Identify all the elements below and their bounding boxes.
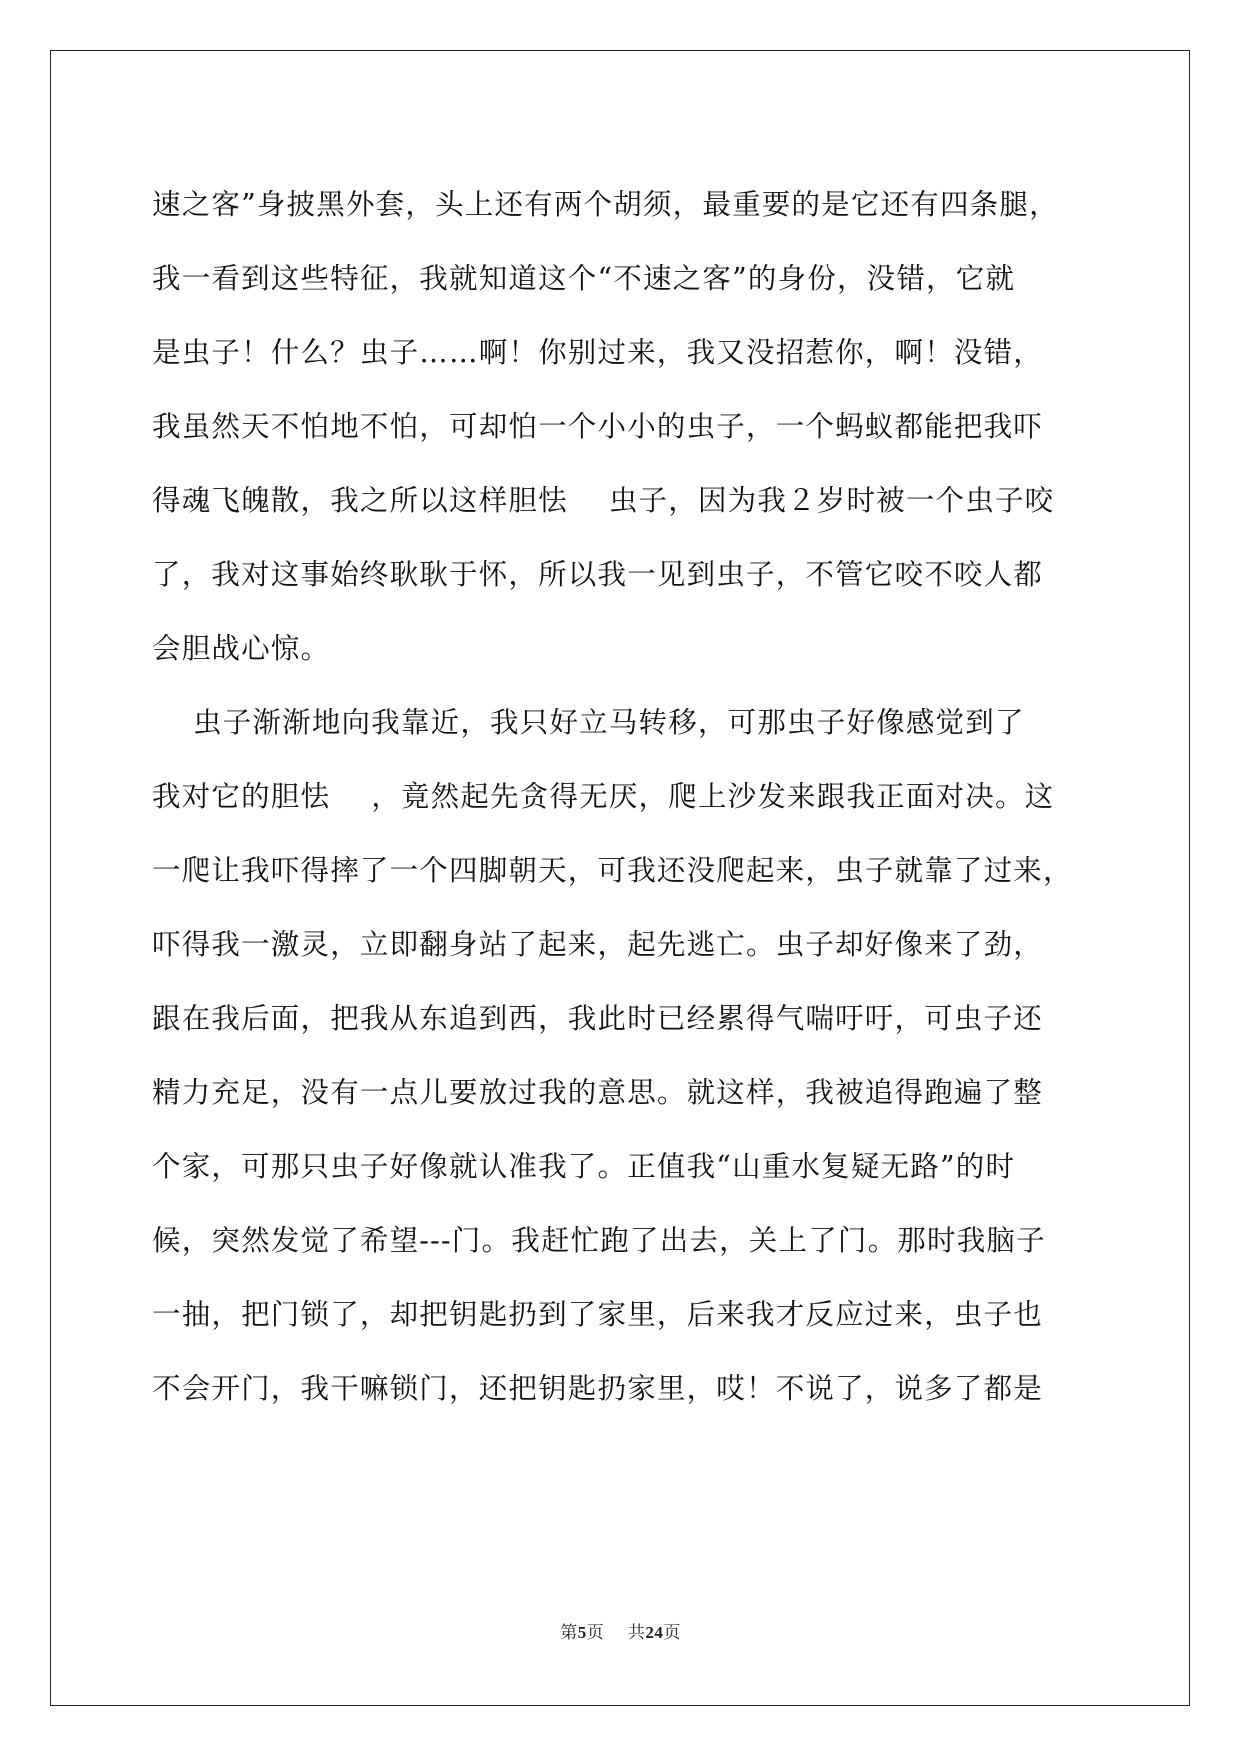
text-line: 虫子渐渐地向我靠近，我只好立马转移，可那虫子好像感觉到了	[152, 706, 1025, 739]
footer-prefix: 第	[560, 1623, 578, 1643]
text-line: 是虫子！什么？虫子……啊！你别过来，我又没招惹你，啊！没错，	[152, 336, 1044, 369]
text-line: 候，突然发觉了希望---门。我赶忙跑了出去，关上了门。那时我脑子	[152, 1224, 1046, 1257]
page-number: 5	[577, 1623, 587, 1642]
text-line: 速之客”身披黑外套，头上还有两个胡须，最重要的是它还有四条腿，	[152, 188, 1059, 221]
footer-total-prefix: 共	[627, 1623, 646, 1643]
text-line: 一抽，把门锁了，却把钥匙扔到了家里，后来我才反应过来，虫子也	[152, 1298, 1044, 1331]
text-line: 吓得我一激灵，立即翻身站了起来，起先逃亡。虫子却好像来了劲，	[152, 928, 1044, 961]
text-line: 了，我对这事始终耿耿于怀，所以我一见到虫子，不管它咬不咬人都	[152, 558, 1044, 591]
page-footer	[0, 1618, 1241, 1643]
document-body	[152, 168, 1100, 1426]
footer-page-suffix: 页	[586, 1623, 605, 1643]
text-line: 我一看到这些特征，我就知道这个“不速之客”的身份，没错，它就	[152, 262, 1016, 295]
total-pages: 24	[645, 1623, 664, 1642]
text-line: 个家，可那只虫子好像就认准我了。正值我“山重水复疑无路”的时	[152, 1150, 1016, 1183]
text-line: 精力充足，没有一点儿要放过我的意思。就这样，我被追得跑遍了整	[152, 1076, 1044, 1109]
text-line: 不会开门，我干嘛锁门，还把钥匙扔家里，哎！不说了，说多了都是	[152, 1372, 1044, 1405]
text-line: 得魂飞魄散，我之所以这样胆怯 虫子，因为我２岁时被一个虫子咬	[152, 484, 1055, 517]
text-line: 我虽然天不怕地不怕，可却怕一个小小的虫子，一个蚂蚁都能把我吓	[152, 410, 1044, 443]
footer-total-suffix: 页	[663, 1623, 681, 1643]
text-line: 我对它的胆怯 ，竟然起先贪得无厌，爬上沙发来跟我正面对决。这	[152, 780, 1055, 813]
text-line: 一爬让我吓得摔了一个四脚朝天，可我还没爬起来，虫子就靠了过来，	[152, 854, 1073, 887]
text-line: 会胆战心惊。	[152, 632, 331, 665]
text-line: 跟在我后面，把我从东追到西，我此时已经累得气喘吁吁，可虫子还	[152, 1002, 1044, 1035]
